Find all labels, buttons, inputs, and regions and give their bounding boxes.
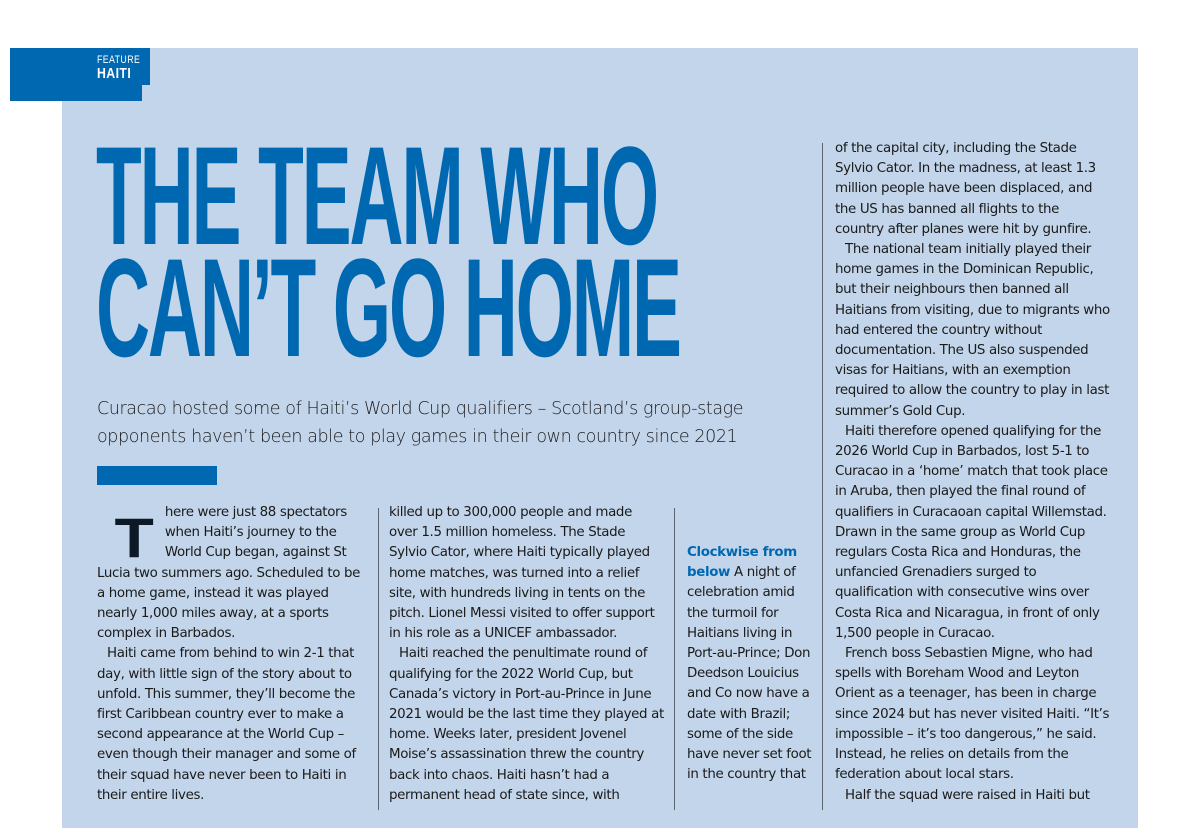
paragraph: of the capital city, including the Stade Sylvio Cator. In the madness, at least 1.3 million people have been displaced, and the US has banned all flights to the country after planes were hit by gunfire. bbox=[835, 141, 1096, 237]
paragraph: here were just 88 spectators when Haiti’s journey to the World Cup began, against St Lucia two summers ago. Scheduled to be a home game, instead it was played nearly 1,000 miles away, at a sports complex in Barbados. bbox=[97, 505, 361, 642]
drop-cap: T bbox=[114, 506, 154, 569]
paragraph: French boss Sebastien Migne, who had spells with Boreham Wood and Leyton Orient as a teenager, has been in charge since 2024 but has never visited Haiti. “It’s impossible – it’s too dangerous,” he said. Instead, he relies on details from the federation about local stars. bbox=[835, 646, 1110, 783]
caption-lead: Clockwise from below bbox=[687, 545, 797, 581]
body-column-1 bbox=[97, 503, 369, 806]
body-column-2 bbox=[389, 503, 664, 806]
paragraph: The national team initially played their home games in the Dominican Republic, but their neighbours then banned all Haitians from visiting, due to migrants who had entered the country without documentation. The US also suspended visas for Haitians, with an exemption required to allow the country to play in last summer’s Gold Cup. bbox=[835, 242, 1110, 419]
column-divider bbox=[378, 508, 379, 810]
section-name: HAITI bbox=[97, 65, 132, 82]
column-divider bbox=[674, 508, 675, 810]
caption-text bbox=[687, 543, 812, 785]
paragraph: Haiti came from behind to win 2-1 that day, with little sign of the story about to unfold. This summer, they’ll become the first Caribbean country ever to make a second appearance at the World Cup – even though their manager and some of their squad have never been to Haiti in their entire lives. bbox=[97, 646, 356, 803]
headline-line-1: THE TEAM WHO bbox=[96, 117, 657, 274]
paragraph: Half the squad were raised in Haiti but bbox=[845, 787, 1090, 803]
caption-body: A night of celebration amid the turmoil for Haitians living in Port-au-Prince; Don Deedson Louicius and Co now have a date with Brazil; some of the side have never set foot in the country that bbox=[687, 565, 812, 783]
paragraph: killed up to 300,000 people and made over 1.5 million homeless. The Stade Sylvio Cator, where Haiti typically played home matches, was turned into a relief site, with hundreds living in tents on the pitch. Lionel Messi visited to offer support in his role as a UNICEF ambassador. bbox=[389, 505, 655, 642]
paragraph: Haiti therefore opened qualifying for the 2026 World Cup in Barbados, lost 5-1 to Curacao in a ‘home’ match that took place in Aruba, then played the final round of qualifiers in Curacaoan capital Willemstad. Drawn in the same group as World Cup regulars Costa Rica and Honduras, the unfancied Grenadiers surged to qualification with consecutive wins over Costa Rica and Nicaragua, in front of only 1,500 people in Curacao. bbox=[835, 423, 1108, 641]
column-divider bbox=[822, 143, 823, 810]
accent-bar bbox=[97, 466, 217, 485]
headline bbox=[96, 117, 816, 386]
standfirst: Curacao hosted some of Haiti’s World Cup qualifiers – Scotland’s group-stage opponents haven’t been able to play games in their own country since 2021 bbox=[97, 399, 744, 447]
section-tab-label bbox=[97, 54, 145, 82]
headline-line-2: CAN’T GO HOME bbox=[96, 229, 680, 386]
photo-caption bbox=[687, 543, 812, 785]
section-kicker: FEATURE bbox=[97, 54, 141, 66]
body-column-3 bbox=[835, 139, 1110, 806]
paragraph: Haiti reached the penultimate round of qualifying for the 2022 World Cup, but Canada’s victory in Port-au-Prince in June 2021 would be the last time they played at home. Weeks later, president Jovenel Moise’s assassination threw the country back into chaos. Haiti hasn’t had a permanent head of state since, with bbox=[389, 646, 664, 803]
section-tab-step bbox=[10, 85, 142, 101]
